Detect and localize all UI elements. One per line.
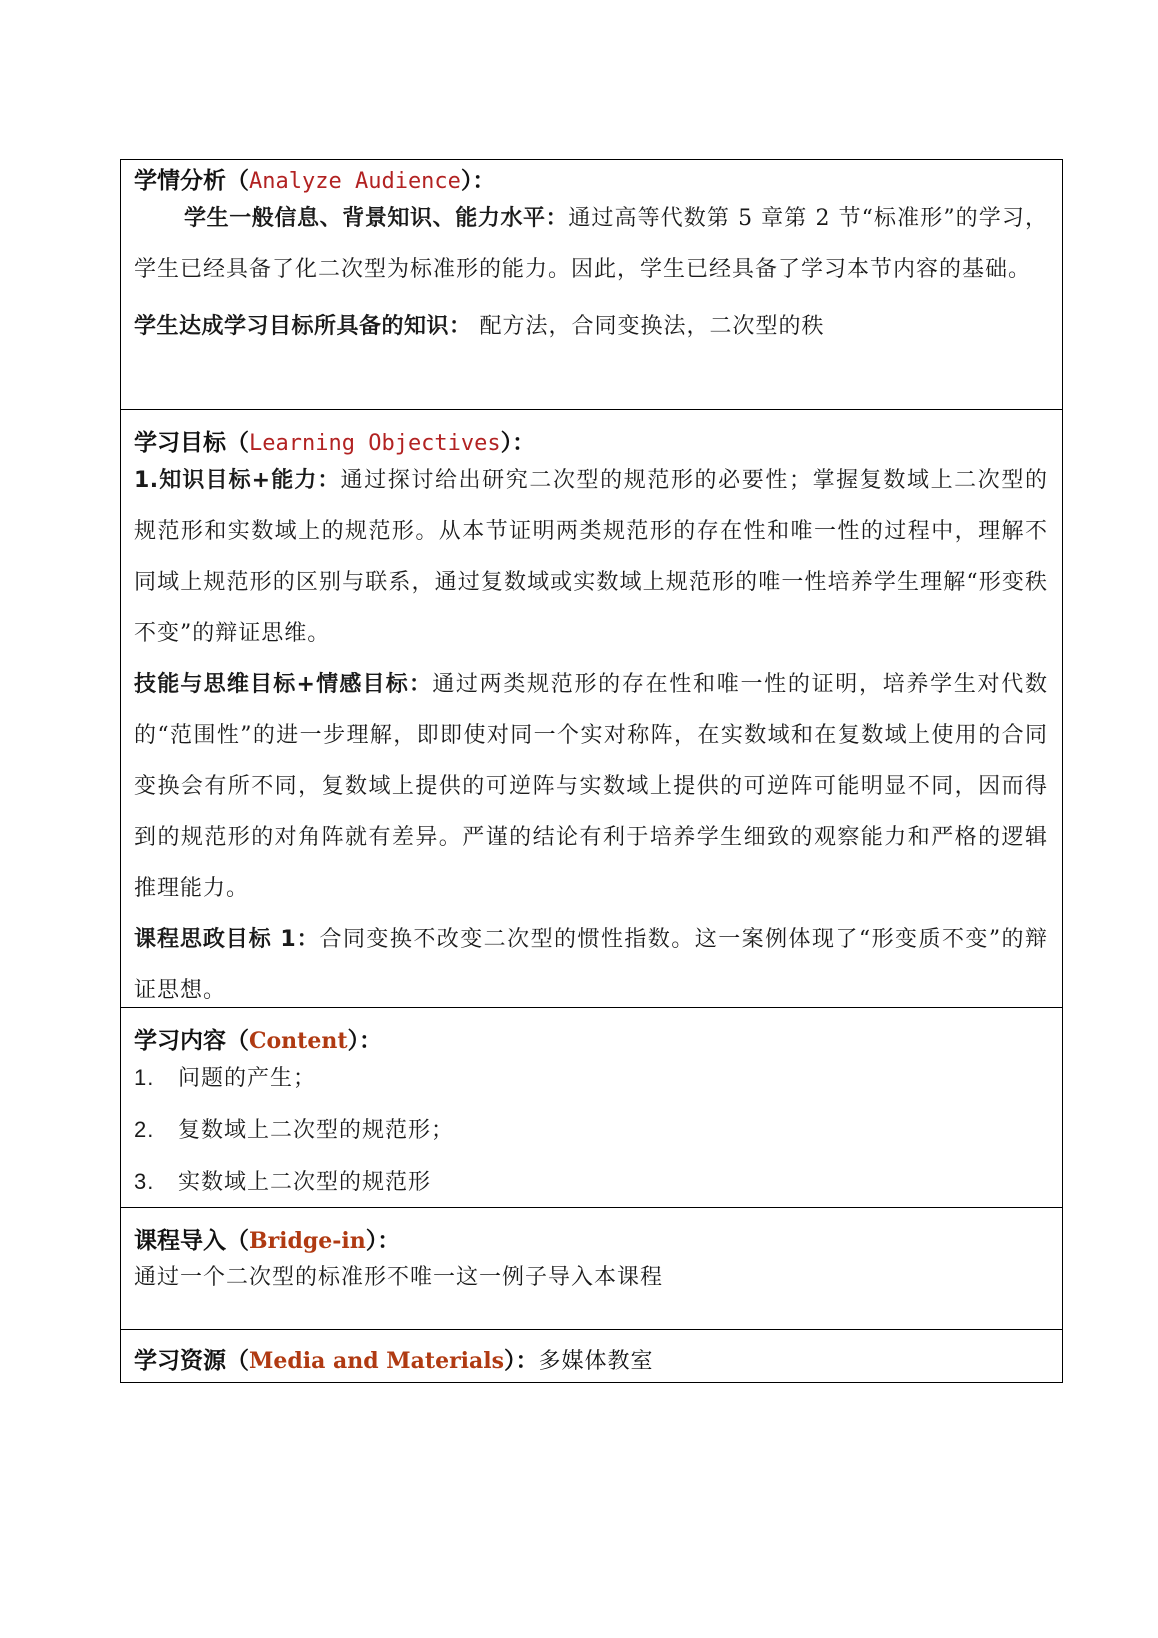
heading-en: Media and Materials bbox=[249, 1348, 505, 1374]
section-media-heading: 学习资源（Media and Materials）：多媒体教室 bbox=[134, 1348, 654, 1374]
list-item bbox=[134, 1156, 1048, 1208]
paragraph-label: 学生一般信息、背景知识、能力水平： bbox=[184, 206, 569, 231]
media-text: 多媒体教室 bbox=[538, 1349, 654, 1374]
list-item bbox=[134, 1052, 1048, 1104]
section-bridge bbox=[121, 1208, 1062, 1330]
audience-knowledge-paragraph bbox=[134, 301, 1048, 352]
heading-cn: 学情分析 bbox=[134, 168, 226, 194]
paragraph-text: 通过探讨给出研究二次型的规范形的必要性；掌握复数域上二次型的规范形和实数域上的规范形。从本节证明两类规范形的存在性和唯一性的过程中，理解不同域上规范形的区别与联系，通过复数域或实数域上规范形的唯一性培养学生理解“形变秩不变”的辩证思维。 bbox=[134, 468, 1048, 646]
list-item-number: 3. bbox=[134, 1169, 155, 1194]
heading-cn: 学习目标 bbox=[134, 430, 226, 456]
list-item-number: 1. bbox=[134, 1065, 155, 1090]
lesson-plan-table bbox=[120, 159, 1063, 1383]
list-item-text: 问题的产生； bbox=[178, 1066, 317, 1091]
paragraph-label: 技能与思维目标+情感目标： bbox=[134, 672, 433, 697]
section-objectives-heading: 学习目标（Learning Objectives）： bbox=[134, 430, 536, 456]
list-item-text: 实数域上二次型的规范形 bbox=[178, 1170, 432, 1195]
heading-en: Content bbox=[249, 1028, 348, 1054]
audience-general-paragraph bbox=[134, 193, 1048, 295]
paragraph-label: 课程思政目标 1： bbox=[134, 927, 320, 952]
section-audience-heading: 学情分析（Analyze Audience）： bbox=[134, 168, 496, 194]
paragraph-text: 配方法，合同变换法，二次型的秩 bbox=[471, 314, 825, 339]
section-content bbox=[121, 1008, 1062, 1208]
paragraph-text: 通过高等代数第 5 章第 2 节“标准形”的学习，学生已经具备了化二次型为标准形的能力。因此，学生已经具备了学习本节内容的基础。 bbox=[134, 206, 1048, 282]
section-bridge-heading: 课程导入（Bridge-in）： bbox=[134, 1228, 401, 1254]
paragraph-text: 合同变换不改变二次型的惯性指数。这一案例体现了“形变质不变”的辩证思想。 bbox=[134, 927, 1049, 1003]
section-audience bbox=[121, 160, 1062, 410]
heading-en: Analyze Audience bbox=[249, 169, 461, 194]
section-objectives bbox=[121, 410, 1062, 1008]
paragraph-text: 通过两类规范形的存在性和唯一性的证明，培养学生对代数的“范围性”的进一步理解，即即使对同一个实对称阵，在实数域和在复数域上使用的合同变换会有所不同，复数域上提供的可逆阵与实数域上提供的可逆阵可能明显不同，因而得到的规范形的对角阵就有差异。严谨的结论有利于培养学生细致的观察能力和严格的逻辑推理能力。 bbox=[134, 672, 1048, 901]
paragraph-label: 学生达成学习目标所具备的知识： bbox=[134, 314, 472, 339]
objective-ideology-paragraph bbox=[134, 914, 1048, 1016]
paragraph-label: 1.知识目标+能力： bbox=[134, 468, 341, 493]
heading-cn: 学习内容 bbox=[134, 1028, 226, 1054]
heading-en: Learning Objectives bbox=[249, 431, 501, 456]
heading-cn: 课程导入 bbox=[134, 1228, 226, 1254]
section-content-heading: 学习内容（Content）： bbox=[134, 1028, 382, 1054]
list-item-number: 2. bbox=[134, 1117, 155, 1142]
objective-knowledge-paragraph bbox=[134, 455, 1048, 659]
heading-cn: 学习资源 bbox=[134, 1348, 226, 1374]
section-media bbox=[121, 1330, 1062, 1382]
bridge-text: 通过一个二次型的标准形不唯一这一例子导入本课程 bbox=[134, 1265, 664, 1290]
list-item-text: 复数域上二次型的规范形； bbox=[178, 1118, 455, 1143]
objective-skills-paragraph bbox=[134, 659, 1048, 914]
heading-en: Bridge-in bbox=[249, 1228, 366, 1254]
list-item bbox=[134, 1104, 1048, 1156]
